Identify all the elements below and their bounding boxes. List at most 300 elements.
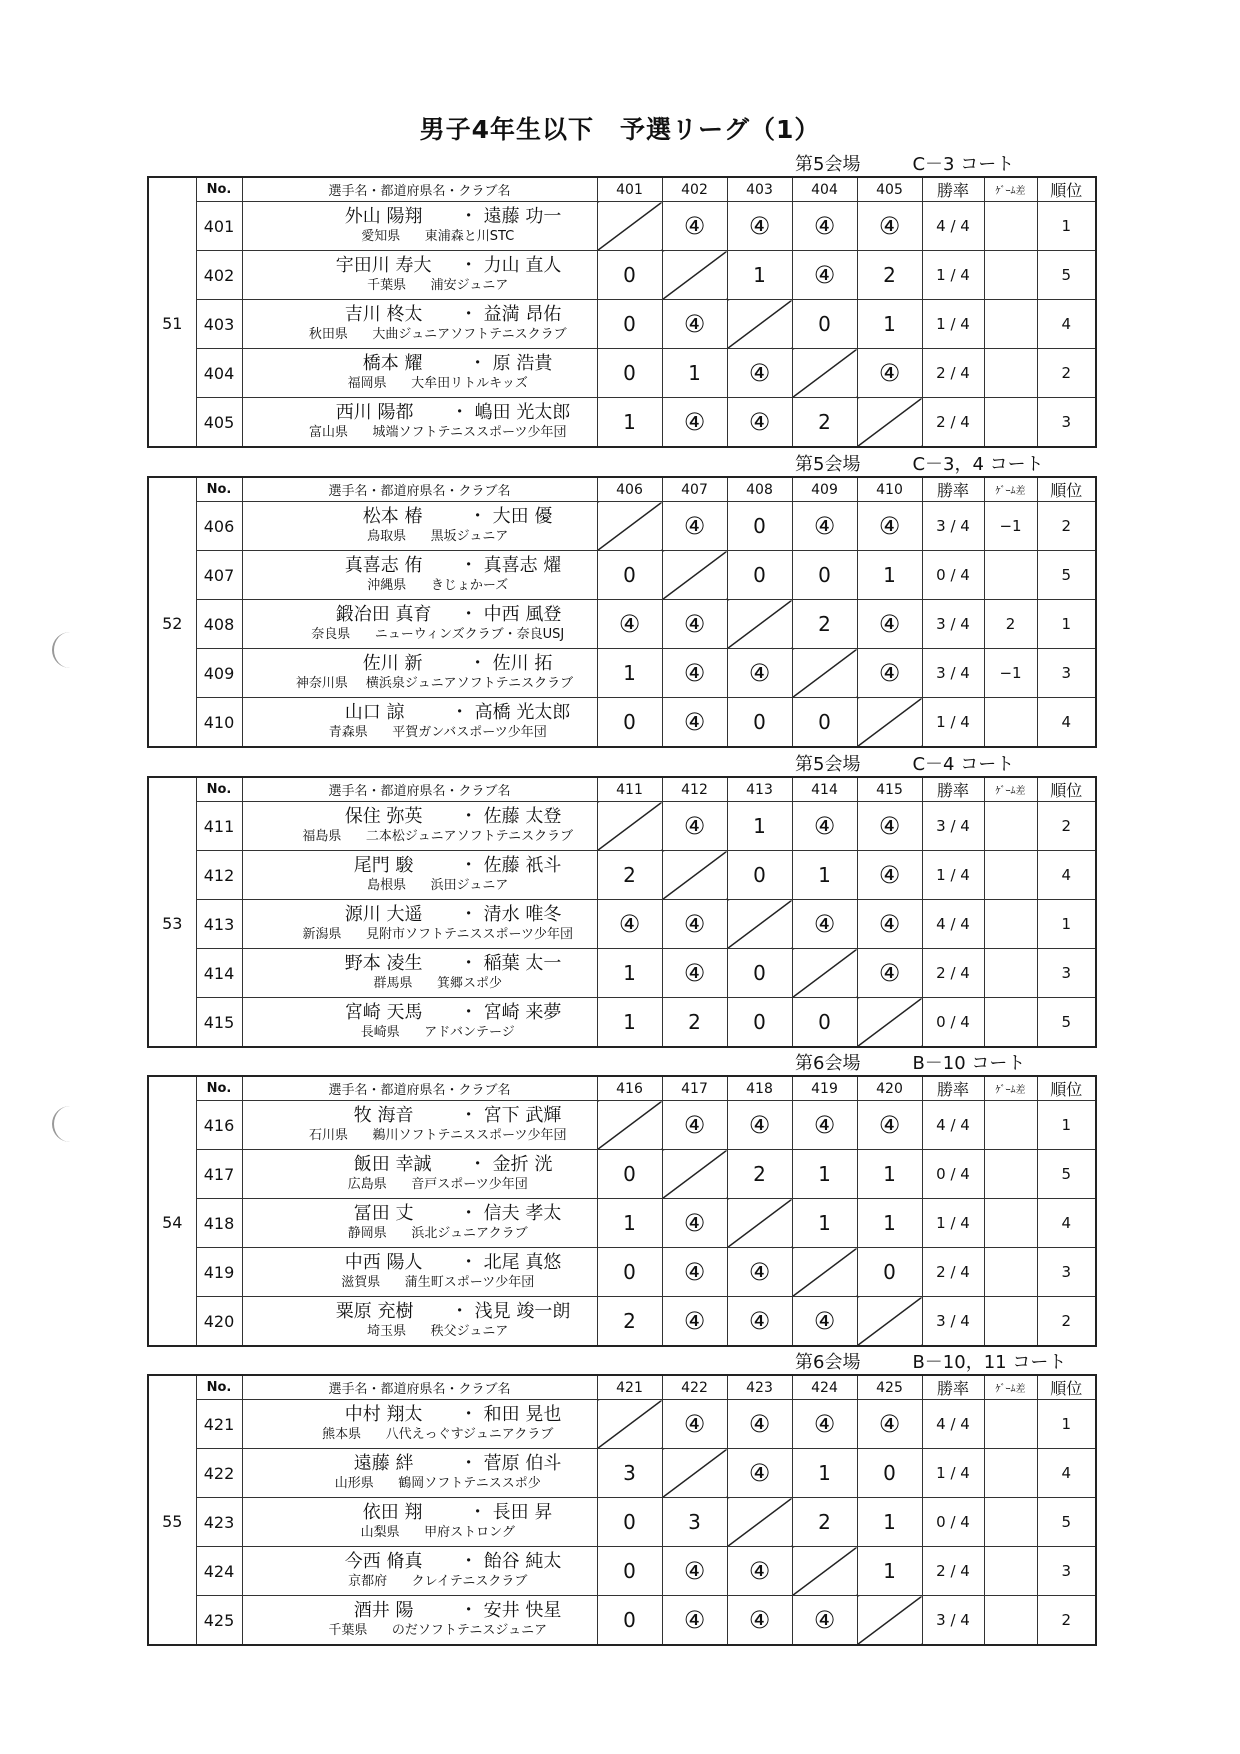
header-row <box>148 1076 1096 1101</box>
game-diff <box>984 1150 1037 1199</box>
match-result: ④ <box>727 202 792 251</box>
player-2-name: 金折 洸 <box>492 1154 553 1175</box>
player-2-name: 稲葉 太一 <box>483 953 562 974</box>
player-1-name: 吉川 柊太 <box>344 304 423 325</box>
player-names <box>243 1502 597 1524</box>
match-result: ④ <box>662 1248 727 1297</box>
header-opponent-no: 406 <box>597 477 662 502</box>
player-row <box>148 251 1096 300</box>
header-game-diff: ｹﾞｰﾑ差 <box>984 1375 1037 1400</box>
match-result: ④ <box>792 1101 857 1150</box>
player-pair <box>242 300 597 349</box>
player-row <box>148 300 1096 349</box>
match-result: 1 <box>597 649 662 698</box>
affiliation <box>243 675 597 693</box>
header-rank: 順位 <box>1037 1076 1096 1101</box>
prefecture: 静岡県 <box>347 1226 387 1241</box>
rank: 1 <box>1037 202 1096 251</box>
player-1-name: 中西 陽人 <box>344 1252 423 1273</box>
affiliation <box>243 1573 597 1591</box>
league-table <box>147 1374 1097 1646</box>
player-2-name: 力山 直人 <box>483 255 562 276</box>
win-rate: 4 / 4 <box>922 202 984 251</box>
header-game-diff: ｹﾞｰﾑ差 <box>984 177 1037 202</box>
header-opponent-no: 414 <box>792 777 857 802</box>
game-diff: −1 <box>984 649 1037 698</box>
match-result: 2 <box>597 851 662 900</box>
match-result: 0 <box>727 949 792 998</box>
prefecture: 京都府 <box>348 1574 388 1589</box>
separator-dot: ・ <box>459 1002 478 1023</box>
player-1-name: 松本 椿 <box>362 506 423 527</box>
match-result: 0 <box>597 1547 662 1596</box>
rank: 2 <box>1037 802 1096 851</box>
self-match-cell <box>792 949 857 998</box>
affiliation <box>243 1274 597 1292</box>
player-no: 417 <box>196 1150 242 1199</box>
club-name: のだソフトテニスジュニア <box>391 1623 548 1638</box>
separator-dot: ・ <box>459 1600 478 1621</box>
affiliation <box>243 1176 597 1194</box>
self-match-cell <box>662 1449 727 1498</box>
match-result: 0 <box>597 1150 662 1199</box>
player-no: 420 <box>196 1297 242 1347</box>
player-no: 414 <box>196 949 242 998</box>
player-names <box>243 304 597 326</box>
game-diff <box>984 698 1037 748</box>
match-result: ④ <box>662 1596 727 1646</box>
self-match-cell <box>662 1150 727 1199</box>
club-name: きじょかーズ <box>430 578 509 593</box>
player-1-name: 鍛冶田 真育 <box>335 604 432 625</box>
player-1-name: 野本 凌生 <box>344 953 423 974</box>
league-table <box>147 176 1097 448</box>
header-opponent-no: 419 <box>792 1076 857 1101</box>
player-2-name: 安井 快星 <box>483 1600 562 1621</box>
prefecture: 鳥取県 <box>367 529 407 544</box>
prefecture: 群馬県 <box>373 976 413 991</box>
page-title: 男子4年生以下 予選リーグ（1） <box>419 115 821 144</box>
player-2-name: 信夫 孝太 <box>483 1203 562 1224</box>
match-result: 1 <box>857 1547 922 1596</box>
club-name: 秩父ジュニア <box>430 1324 509 1339</box>
header-win-rate: 勝率 <box>922 177 984 202</box>
affiliation <box>243 528 597 546</box>
match-result: 1 <box>792 1449 857 1498</box>
self-match-cell <box>857 998 922 1048</box>
self-match-cell <box>662 551 727 600</box>
match-result: ④ <box>857 802 922 851</box>
header-group-cell <box>148 177 196 202</box>
self-match-cell <box>597 1101 662 1150</box>
match-result: 1 <box>857 1199 922 1248</box>
player-1-name: 牧 海音 <box>353 1105 414 1126</box>
win-rate: 0 / 4 <box>922 1498 984 1547</box>
prefecture: 神奈川県 <box>295 676 348 691</box>
club-name: 甲府ストロング <box>424 1525 515 1540</box>
player-1-name: 今西 脩真 <box>344 1551 423 1572</box>
match-result: 0 <box>597 551 662 600</box>
win-rate: 1 / 4 <box>922 1199 984 1248</box>
rank: 4 <box>1037 698 1096 748</box>
header-name: 選手名・都道府県名・クラブ名 <box>242 1076 597 1101</box>
match-result: 0 <box>597 1248 662 1297</box>
win-rate: 2 / 4 <box>922 1248 984 1297</box>
player-row <box>148 1449 1096 1498</box>
venue-name: 第6会場 <box>795 1053 861 1074</box>
header-no: No. <box>196 777 242 802</box>
match-result: ④ <box>792 502 857 551</box>
rank: 2 <box>1037 1297 1096 1347</box>
match-result: ④ <box>792 802 857 851</box>
win-rate: 2 / 4 <box>922 949 984 998</box>
player-no: 413 <box>196 900 242 949</box>
win-rate: 2 / 4 <box>922 1547 984 1596</box>
match-result: ④ <box>727 649 792 698</box>
match-result: ④ <box>662 649 727 698</box>
affiliation <box>243 1024 597 1042</box>
affiliation <box>243 626 597 644</box>
self-match-cell <box>792 1547 857 1596</box>
separator-dot: ・ <box>468 353 487 374</box>
self-match-cell <box>857 398 922 448</box>
match-result: 0 <box>597 1498 662 1547</box>
match-result: ④ <box>597 600 662 649</box>
header-rank: 順位 <box>1037 177 1096 202</box>
separator-dot: ・ <box>459 304 478 325</box>
club-name: 見附市ソフトテニススポーツ少年団 <box>366 927 573 942</box>
player-no: 407 <box>196 551 242 600</box>
player-2-name: 嶋田 光太郎 <box>474 402 571 423</box>
club-name: 黒坂ジュニア <box>430 529 509 544</box>
win-rate: 2 / 4 <box>922 398 984 448</box>
match-result: ④ <box>662 1400 727 1449</box>
match-result: 1 <box>727 802 792 851</box>
match-result: ④ <box>727 349 792 398</box>
club-name: 浜北ジュニアクラブ <box>411 1226 528 1241</box>
club-name: 城端ソフトテニススポーツ少年団 <box>372 425 567 440</box>
match-result: ④ <box>727 1101 792 1150</box>
match-result: ④ <box>857 600 922 649</box>
header-no: No. <box>196 1076 242 1101</box>
court-name: C－4 コート <box>912 754 1015 775</box>
match-result: 0 <box>727 698 792 748</box>
player-row <box>148 649 1096 698</box>
win-rate: 3 / 4 <box>922 802 984 851</box>
match-result: 1 <box>792 851 857 900</box>
player-pair <box>242 600 597 649</box>
punch-hole-mark <box>52 1106 74 1142</box>
club-name: ニューウィンズクラブ・奈良USJ <box>374 627 565 642</box>
match-result: ④ <box>857 649 922 698</box>
player-2-name: 佐川 拓 <box>492 653 553 674</box>
prefecture: 福島県 <box>302 829 342 844</box>
player-pair <box>242 1199 597 1248</box>
separator-dot: ・ <box>459 1203 478 1224</box>
player-1-name: 真喜志 侑 <box>344 555 423 576</box>
match-result: ④ <box>857 851 922 900</box>
separator-dot: ・ <box>459 1453 478 1474</box>
rank: 4 <box>1037 851 1096 900</box>
player-row <box>148 1498 1096 1547</box>
separator-dot: ・ <box>450 702 469 723</box>
player-names <box>243 1002 597 1024</box>
self-match-cell <box>792 349 857 398</box>
header-rank: 順位 <box>1037 477 1096 502</box>
game-diff <box>984 398 1037 448</box>
header-opponent-no: 402 <box>662 177 727 202</box>
player-1-name: 山口 諒 <box>344 702 405 723</box>
player-no: 423 <box>196 1498 242 1547</box>
player-2-name: 浅見 竣一朗 <box>474 1301 571 1322</box>
affiliation <box>243 277 597 295</box>
game-diff <box>984 1547 1037 1596</box>
header-opponent-no: 408 <box>727 477 792 502</box>
match-result: ④ <box>662 398 727 448</box>
self-match-cell <box>727 1199 792 1248</box>
match-result: 0 <box>857 1248 922 1297</box>
player-no: 415 <box>196 998 242 1048</box>
player-no: 403 <box>196 300 242 349</box>
player-names <box>243 653 597 675</box>
self-match-cell <box>792 1248 857 1297</box>
header-opponent-no: 404 <box>792 177 857 202</box>
player-2-name: 長田 昇 <box>492 1502 553 1523</box>
match-result: ④ <box>857 1400 922 1449</box>
match-result: ④ <box>662 698 727 748</box>
game-diff <box>984 1101 1037 1150</box>
prefecture: 愛知県 <box>361 229 401 244</box>
club-name: 平賀ガンバスポーツ少年団 <box>392 725 547 740</box>
affiliation <box>243 828 597 846</box>
player-row <box>148 998 1096 1048</box>
match-result: 2 <box>727 1150 792 1199</box>
match-result: 0 <box>792 300 857 349</box>
player-1-name: 源川 大遥 <box>344 904 423 925</box>
header-opponent-no: 416 <box>597 1076 662 1101</box>
match-result: ④ <box>597 900 662 949</box>
match-result: ④ <box>662 900 727 949</box>
match-result: 1 <box>727 251 792 300</box>
header-opponent-no: 423 <box>727 1375 792 1400</box>
player-no: 418 <box>196 1199 242 1248</box>
win-rate: 1 / 4 <box>922 300 984 349</box>
match-result: 0 <box>727 998 792 1048</box>
rank: 1 <box>1037 1400 1096 1449</box>
win-rate: 1 / 4 <box>922 698 984 748</box>
self-match-cell <box>857 1297 922 1347</box>
prefecture: 千葉県 <box>328 1623 368 1638</box>
player-2-name: 菅原 伯斗 <box>483 1453 562 1474</box>
win-rate: 1 / 4 <box>922 1449 984 1498</box>
player-1-name: 粟原 充樹 <box>335 1301 414 1322</box>
header-row <box>148 177 1096 202</box>
player-pair <box>242 851 597 900</box>
self-match-cell <box>662 251 727 300</box>
header-row <box>148 1375 1096 1400</box>
header-opponent-no: 424 <box>792 1375 857 1400</box>
match-result: ④ <box>727 1596 792 1646</box>
player-names <box>243 953 597 975</box>
player-2-name: 益満 昂佑 <box>483 304 562 325</box>
venue-label <box>795 150 1014 176</box>
game-diff <box>984 998 1037 1048</box>
affiliation <box>243 724 597 742</box>
rank: 3 <box>1037 398 1096 448</box>
player-1-name: 橋本 耀 <box>362 353 423 374</box>
match-result: 1 <box>792 1150 857 1199</box>
player-pair <box>242 251 597 300</box>
club-name: 大曲ジュニアソフトテニスクラブ <box>372 327 567 342</box>
player-pair <box>242 698 597 748</box>
rank: 5 <box>1037 1150 1096 1199</box>
prefecture: 富山県 <box>309 425 349 440</box>
header-win-rate: 勝率 <box>922 1375 984 1400</box>
match-result: ④ <box>662 502 727 551</box>
affiliation <box>243 1323 597 1341</box>
player-no: 406 <box>196 502 242 551</box>
player-names <box>243 702 597 724</box>
separator-dot: ・ <box>459 855 478 876</box>
match-result: 2 <box>792 398 857 448</box>
self-match-cell <box>597 202 662 251</box>
self-match-cell <box>857 698 922 748</box>
player-row <box>148 1547 1096 1596</box>
match-result: 0 <box>792 698 857 748</box>
header-group-cell <box>148 477 196 502</box>
player-2-name: 佐藤 祇斗 <box>483 855 562 876</box>
prefecture: 千葉県 <box>367 278 407 293</box>
match-result: 2 <box>597 1297 662 1347</box>
club-name: アドバンテージ <box>424 1025 515 1040</box>
match-result: ④ <box>857 949 922 998</box>
win-rate: 0 / 4 <box>922 551 984 600</box>
player-1-name: 依田 翔 <box>362 1502 423 1523</box>
header-opponent-no: 425 <box>857 1375 922 1400</box>
venue-label <box>795 750 1014 776</box>
player-names <box>243 1551 597 1573</box>
win-rate: 3 / 4 <box>922 1596 984 1646</box>
venue-label <box>795 1348 1066 1374</box>
separator-dot: ・ <box>468 1502 487 1523</box>
self-match-cell <box>727 600 792 649</box>
court-name: B－10 コート <box>912 1053 1026 1074</box>
header-name: 選手名・都道府県名・クラブ名 <box>242 177 597 202</box>
match-result: 0 <box>727 551 792 600</box>
self-match-cell <box>727 900 792 949</box>
player-1-name: 尾門 駿 <box>353 855 414 876</box>
win-rate: 3 / 4 <box>922 1297 984 1347</box>
match-result: 1 <box>597 998 662 1048</box>
header-game-diff: ｹﾞｰﾑ差 <box>984 777 1037 802</box>
player-pair <box>242 900 597 949</box>
self-match-cell <box>727 1498 792 1547</box>
player-2-name: 真喜志 燿 <box>483 555 562 576</box>
player-2-name: 佐藤 太登 <box>483 806 562 827</box>
match-result: ④ <box>857 1101 922 1150</box>
separator-dot: ・ <box>459 555 478 576</box>
header-opponent-no: 420 <box>857 1076 922 1101</box>
club-name: クレイテニスクラブ <box>411 1574 528 1589</box>
player-2-name: 北尾 真悠 <box>483 1252 562 1273</box>
affiliation <box>243 1127 597 1145</box>
game-diff: −1 <box>984 502 1037 551</box>
game-diff: 2 <box>984 600 1037 649</box>
match-result: ④ <box>727 1297 792 1347</box>
player-1-name: 中村 翔太 <box>344 1404 423 1425</box>
player-row <box>148 1101 1096 1150</box>
player-names <box>243 604 597 626</box>
player-names <box>243 1252 597 1274</box>
header-group-cell <box>148 777 196 802</box>
player-row <box>148 1297 1096 1347</box>
win-rate: 1 / 4 <box>922 851 984 900</box>
match-result: ④ <box>662 1199 727 1248</box>
affiliation <box>243 577 597 595</box>
win-rate: 3 / 4 <box>922 502 984 551</box>
match-result: 0 <box>597 1596 662 1646</box>
separator-dot: ・ <box>459 1551 478 1572</box>
venue-label <box>795 1049 1025 1075</box>
header-no: No. <box>196 477 242 502</box>
rank: 2 <box>1037 502 1096 551</box>
match-result: ④ <box>857 900 922 949</box>
header-name: 選手名・都道府県名・クラブ名 <box>242 777 597 802</box>
player-no: 404 <box>196 349 242 398</box>
game-diff <box>984 1498 1037 1547</box>
group-number: 53 <box>148 802 196 1048</box>
prefecture: 長崎県 <box>360 1025 400 1040</box>
punch-hole-mark <box>52 632 74 668</box>
self-match-cell <box>597 502 662 551</box>
game-diff <box>984 1400 1037 1449</box>
player-names <box>243 555 597 577</box>
match-result: ④ <box>662 300 727 349</box>
rank: 5 <box>1037 251 1096 300</box>
match-result: 2 <box>792 600 857 649</box>
header-opponent-no: 411 <box>597 777 662 802</box>
player-pair <box>242 949 597 998</box>
prefecture: 山梨県 <box>360 1525 400 1540</box>
game-diff <box>984 1596 1037 1646</box>
match-result: 0 <box>597 300 662 349</box>
header-opponent-no: 409 <box>792 477 857 502</box>
match-result: 3 <box>597 1449 662 1498</box>
prefecture: 山形県 <box>334 1476 374 1491</box>
player-1-name: 飯田 幸誠 <box>353 1154 432 1175</box>
player-row <box>148 1248 1096 1297</box>
match-result: ④ <box>857 502 922 551</box>
game-diff <box>984 300 1037 349</box>
match-result: ④ <box>662 1547 727 1596</box>
affiliation <box>243 326 597 344</box>
player-pair <box>242 1150 597 1199</box>
affiliation <box>243 1426 597 1444</box>
win-rate: 0 / 4 <box>922 998 984 1048</box>
self-match-cell <box>857 1596 922 1646</box>
match-result: 0 <box>792 551 857 600</box>
header-row <box>148 477 1096 502</box>
player-row <box>148 1150 1096 1199</box>
header-rank: 順位 <box>1037 1375 1096 1400</box>
prefecture: 福岡県 <box>347 376 387 391</box>
player-pair <box>242 502 597 551</box>
player-names <box>243 855 597 877</box>
club-name: 音戸スポーツ少年団 <box>411 1177 528 1192</box>
match-result: 0 <box>597 349 662 398</box>
match-result: ④ <box>792 202 857 251</box>
league-table <box>147 1075 1097 1347</box>
